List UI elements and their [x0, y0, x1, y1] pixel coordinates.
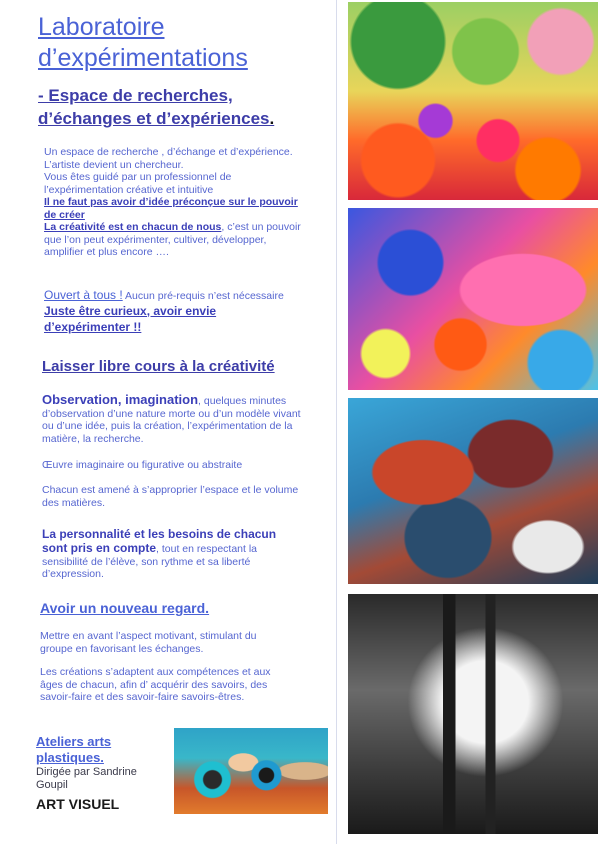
- observation-line-2: d’observation d’une nature morte ou d’un modèle vivant: [42, 407, 301, 420]
- intro-line-9: amplifier et plus encore ….: [44, 246, 169, 258]
- brand-name: ART VISUEL: [36, 796, 120, 812]
- curious-line-1: Juste être curieux, avoir envie: [44, 303, 217, 318]
- artwork-monochrome-forest: [348, 594, 598, 834]
- ateliers-line-1: Ateliers arts: [36, 734, 112, 749]
- open-to-all-rest: Aucun pré-requis n’est nécessaire: [122, 290, 284, 302]
- motivating-line-1: Mettre en avant l’aspect motivant, stimulant du: [40, 630, 257, 642]
- adapt-paragraph: [40, 666, 334, 704]
- adapt-line-3: savoir-faire et des savoir-faire savoirs-êtres.: [40, 691, 245, 703]
- intro-line-8: que l’on peut expérimenter, cultiver, développer,: [44, 233, 267, 246]
- personality-line-1: La personnalité et les besoins de chacun: [42, 527, 277, 541]
- subtitle-dot: .: [269, 109, 275, 128]
- motivating-paragraph: [40, 630, 334, 655]
- section-heading-creativity: Laisser libre cours à la créativité: [42, 358, 275, 375]
- page-title: [38, 12, 248, 74]
- section-heading-new-look: Avoir un nouveau regard.: [40, 600, 210, 616]
- adapt-line-1: Les créations s’adaptent aux compétences et aux: [40, 666, 271, 678]
- column-divider: [336, 0, 337, 844]
- subtitle-line-1: - Espace de recherches,: [38, 86, 233, 105]
- artwork-abstract-pink: [348, 208, 598, 390]
- chacun-line-2: des matières.: [42, 496, 106, 509]
- intro-line-1: Un espace de recherche , d’échange et d’expérience.: [44, 146, 293, 158]
- intro-line-7-bold: La créativité est en chacun de nous: [44, 221, 222, 233]
- oeuvre-line: Œuvre imaginaire ou figurative ou abstraite: [42, 459, 243, 471]
- personality-rest-2: , tout en respectant la: [156, 543, 258, 555]
- intro-paragraph: [44, 146, 334, 259]
- curious-line-2: d’expérimenter !!: [44, 319, 142, 334]
- personality-bold-2: sont pris en compte: [42, 541, 157, 555]
- observation-bold: Observation, imagination: [42, 392, 199, 407]
- intro-line-4: l’expérimentation créative et intuitive: [44, 183, 214, 196]
- personality-paragraph: [42, 526, 336, 581]
- directed-line-2: Goupil: [36, 779, 68, 791]
- ateliers-line-2: plastiques.: [36, 750, 104, 765]
- personality-line-3: sensibilité de l’élève, son rythme et sa liberté: [42, 555, 251, 568]
- observation-line-3: ou d’une idée, puis la création, l’expérimentation de la: [42, 420, 293, 432]
- observation-rest: , quelques minutes: [198, 395, 287, 407]
- observation-line-4: matière, la recherche.: [42, 432, 144, 445]
- adapt-line-2: âges de chacun, afin d’ acquérir des savoirs, des: [40, 678, 268, 691]
- chacun-line-1: Chacun est amené à s’approprier l’espace et le volume: [42, 484, 299, 496]
- intro-line-5: Il ne faut pas avoir d’idée préconçue sur le pouvoir: [44, 196, 298, 208]
- observation-paragraph: [42, 394, 336, 445]
- intro-line-6: de créer: [44, 208, 85, 221]
- open-to-all: [44, 288, 334, 335]
- artwork-flowers: [348, 2, 598, 200]
- artwork-abstract-blue-red: [348, 398, 598, 584]
- workshop-photo: [174, 728, 328, 814]
- chacun-paragraph: [42, 484, 336, 509]
- title-line-1: Laboratoire: [38, 13, 165, 41]
- intro-line-3: Vous êtes guidé par un professionnel de: [44, 171, 232, 183]
- directed-line-1: Dirigée par Sandrine: [36, 766, 137, 778]
- intro-line-7-rest: , c’est un pouvoir: [221, 221, 301, 233]
- motivating-line-2: groupe en favorisant les échanges.: [40, 642, 204, 655]
- open-to-all-link: Ouvert à tous !: [44, 288, 123, 302]
- subtitle-line-2: d’échanges et d’expériences: [38, 109, 270, 128]
- title-line-2: d’expérimentations: [38, 44, 248, 72]
- subtitle: [38, 84, 274, 130]
- ateliers-block: [36, 734, 172, 812]
- intro-line-2: L’artiste devient un chercheur.: [44, 158, 184, 171]
- personality-line-4: d’expression.: [42, 568, 104, 580]
